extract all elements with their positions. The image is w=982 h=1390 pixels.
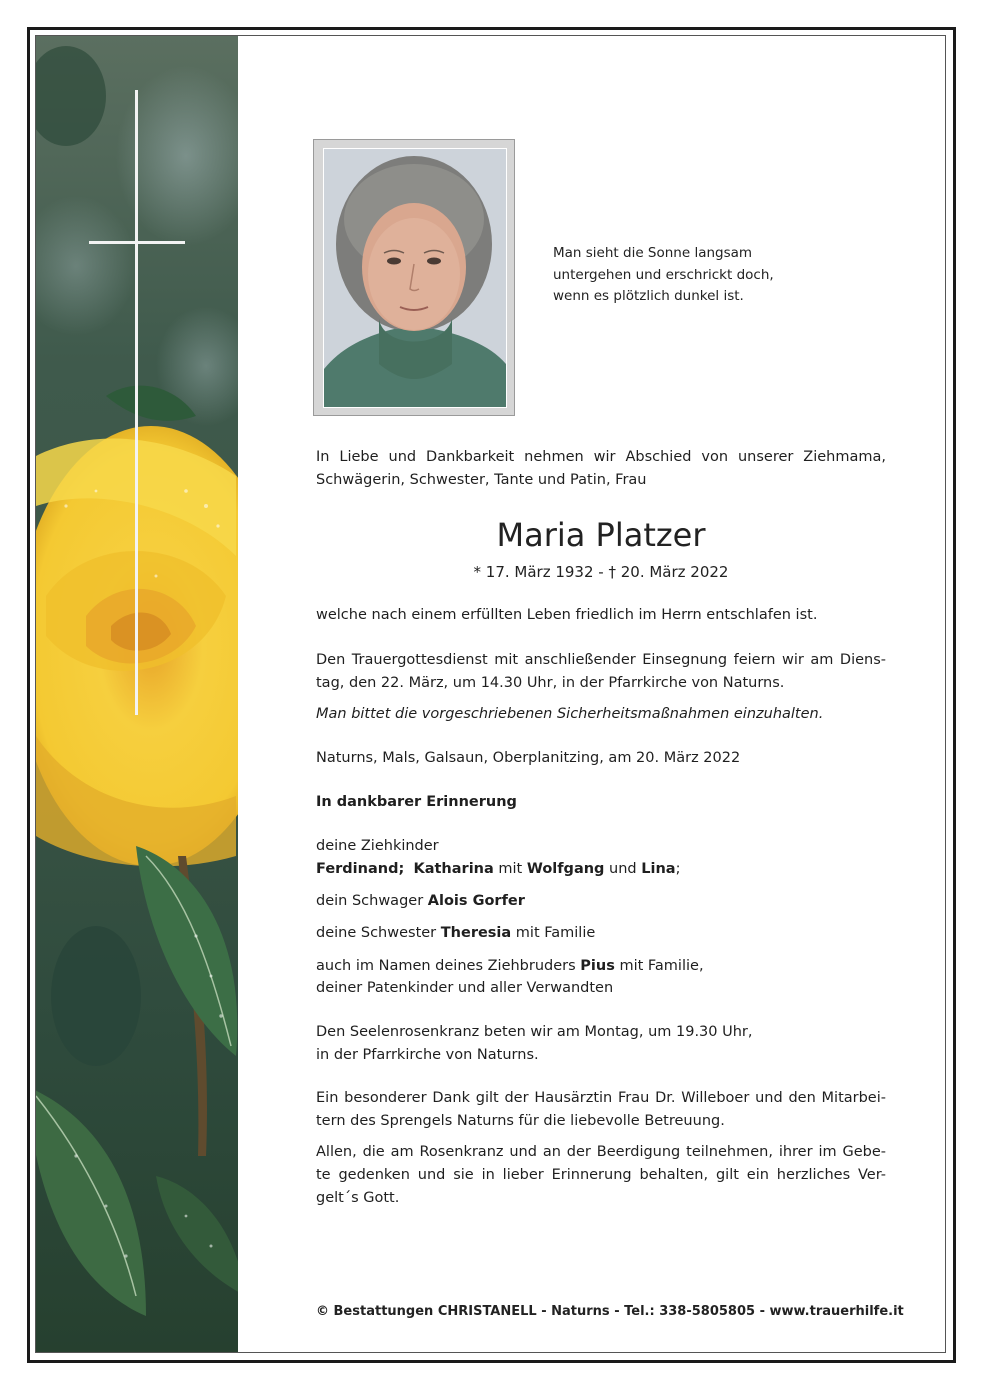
relatives-line: deiner Patenkinder und aller Verwandten (316, 980, 614, 996)
relation-text: deine Schwester (316, 925, 441, 941)
rosary-line: Den Seelenrosenkranz beten wir am Montag, um 19.30 Uhr, (316, 1024, 753, 1040)
safety-notice: Man bittet die vorgeschriebenen Sicherheitsmaßnahmen einzuhalten. (316, 706, 824, 722)
relative-name: Theresia (440, 925, 512, 941)
relation-text: auch im Namen deines Ziehbruders (316, 958, 581, 974)
funeral-line: Den Trauergottesdienst mit anschließender Einsegnung feiern wir am Diens- (316, 652, 886, 668)
connector-text: mit (493, 861, 527, 877)
intro-paragraph (316, 446, 886, 492)
partner-name: Wolfgang (526, 861, 605, 877)
child-name: Lina (641, 861, 676, 877)
brother-in-law-line (316, 890, 886, 913)
memorial-quote (553, 243, 813, 308)
intro-line: In Liebe und Dankbarkeit nehmen wir Abschied von unserer Ziehmama, (316, 449, 886, 465)
quote-line: wenn es plötzlich dunkel ist. (553, 288, 744, 304)
intro-line: Schwägerin, Schwester, Tante und Patin, Frau (316, 472, 647, 488)
closing-line: gelt´s Gott. (316, 1190, 400, 1206)
thanks-paragraph (316, 1087, 886, 1133)
cross-horizontal-bar (89, 241, 185, 244)
quote-line: untergehen und erschrickt doch, (553, 266, 774, 283)
life-dates: * 17. März 1932 - † 20. März 2022 (473, 563, 729, 581)
foster-children-names (316, 858, 886, 881)
child-name: Ferdinand; (316, 861, 405, 877)
place-date: Naturns, Mals, Galsaun, Oberplanitzing, am 20. März 2022 (316, 750, 741, 766)
rosary-paragraph (316, 1021, 886, 1067)
child-name: Katharina (413, 861, 494, 877)
sister-line (316, 922, 886, 945)
relation-text: mit Familie (511, 925, 596, 941)
passed-away-text: welche nach einem erfüllten Leben friedlich im Herrn entschlafen ist. (316, 607, 818, 623)
cross-vertical-bar (135, 90, 138, 715)
relative-name: Alois Gorfer (427, 893, 525, 909)
footer-credits: © Bestattungen CHRISTANELL - Naturns - Tel.: 338-5805805 - www.trauerhilfe.it (316, 1304, 904, 1319)
portrait-illustration (324, 149, 506, 407)
portrait-frame (313, 139, 515, 416)
funeral-paragraph (316, 649, 886, 695)
foster-brother-line (316, 955, 886, 978)
relative-name: Pius (580, 958, 615, 974)
closing-line: te gedenken und sie in lieber Erinnerung behalten, gilt ein herzliches Ver- (316, 1167, 886, 1183)
foster-children-intro: deine Ziehkinder (316, 838, 439, 854)
thanks-line: tern des Sprengels Naturns für die liebevolle Betreuung. (316, 1113, 725, 1129)
rosary-line: in der Pfarrkirche von Naturns. (316, 1047, 539, 1063)
funeral-line: tag, den 22. März, um 14.30 Uhr, in der Pfarrkirche von Naturns. (316, 675, 785, 691)
quote-line: Man sieht die Sonne langsam (553, 245, 753, 261)
closing-line: Allen, die am Rosenkranz und an der Beerdigung teilnehmen, ihrer im Gebe- (316, 1144, 886, 1160)
connector-text: ; (675, 861, 681, 877)
relation-text: mit Familie, (614, 958, 704, 974)
portrait-photo (323, 148, 507, 408)
relation-text: dein Schwager (316, 893, 428, 909)
thanks-line: Ein besonderer Dank gilt der Hausärztin Frau Dr. Willeboer und den Mitarbei- (316, 1090, 886, 1106)
deceased-name: Maria Platzer (496, 516, 706, 554)
closing-paragraph (316, 1141, 886, 1210)
memory-heading: In dankbarer Erinnerung (316, 794, 517, 810)
connector-text: und (604, 861, 642, 877)
